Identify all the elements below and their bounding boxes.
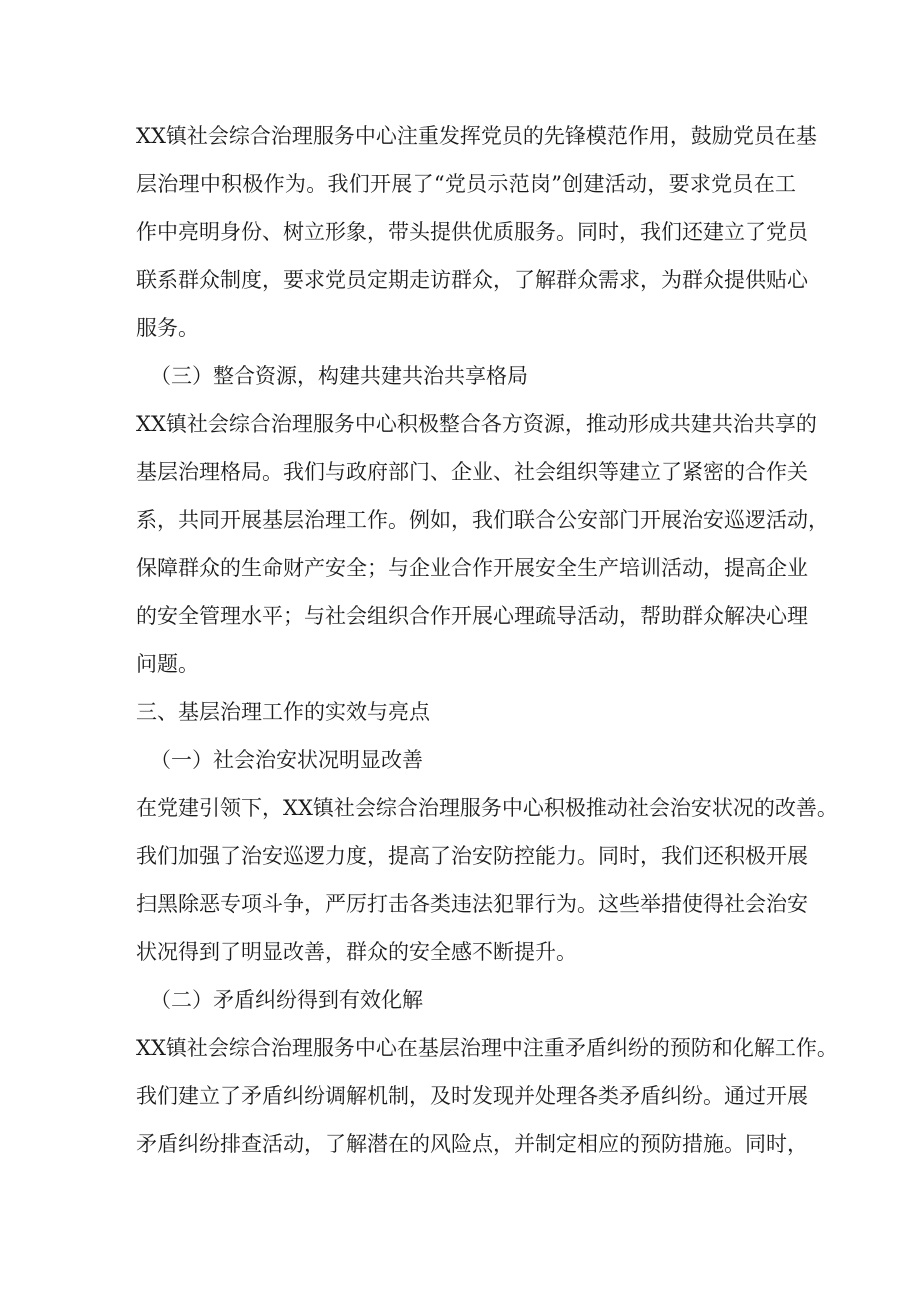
- text-line: 扫黑除恶专项斗争，严厉打击各类违法犯罪行为。这些举措使得社会治安: [136, 892, 808, 916]
- text-line: 我们建立了矛盾纠纷调解机制，及时发现并处理各类矛盾纠纷。通过开展: [136, 1084, 808, 1108]
- text-line: 层治理中积极作为。我们开展了“党员示范岗”创建活动，要求党员在工: [136, 172, 796, 196]
- text-line: 状况得到了明显改善，群众的安全感不断提升。: [136, 940, 577, 964]
- text-line: 作中亮明身份、树立形象，带头提供优质服务。同时，我们还建立了党员: [136, 220, 808, 244]
- text-line: 在党建引领下，XX镇社会综合治理服务中心积极推动社会治安状况的改善。: [136, 796, 838, 820]
- text-line: 我们加强了治安巡逻力度，提高了治安防控能力。同时，我们还积极开展: [136, 844, 808, 868]
- text-line: 联系群众制度，要求党员定期走访群众，了解群众需求，为群众提供贴心: [136, 268, 808, 292]
- subheading-public-security: （一）社会治安状况明显改善: [150, 748, 423, 772]
- subheading-dispute-resolution: （二）矛盾纠纷得到有效化解: [150, 988, 423, 1012]
- text-line: 保障群众的生命财产安全；与企业合作开展安全生产培训活动，提高企业: [136, 556, 808, 580]
- subheading-integrate-resources: （三）整合资源，构建共建共治共享格局: [150, 364, 528, 388]
- section-heading-results: 三、基层治理工作的实效与亮点: [136, 700, 430, 724]
- text-line: XX镇社会综合治理服务中心在基层治理中注重矛盾纠纷的预防和化解工作。: [136, 1036, 838, 1060]
- paragraph-dispute-resolution: [136, 1024, 838, 1168]
- paragraph-public-security: [136, 784, 838, 976]
- document-body: [136, 112, 838, 1168]
- text-line: 服务。: [136, 316, 199, 340]
- text-line: XX镇社会综合治理服务中心注重发挥党员的先锋模范作用，鼓励党员在基: [136, 124, 817, 148]
- text-line: 矛盾纠纷排查活动，了解潜在的风险点，并制定相应的预防措施。同时，: [136, 1132, 808, 1156]
- paragraph-party-member-role: [136, 112, 817, 352]
- text-line: 问题。: [136, 652, 199, 676]
- text-line: XX镇社会综合治理服务中心积极整合各方资源，推动形成共建共治共享的: [136, 412, 817, 436]
- text-line: 基层治理格局。我们与政府部门、企业、社会组织等建立了紧密的合作关: [136, 460, 808, 484]
- paragraph-integrate-resources: [136, 400, 829, 688]
- text-line: 的安全管理水平；与社会组织合作开展心理疏导活动，帮助群众解决心理: [136, 604, 808, 628]
- text-line: 系，共同开展基层治理工作。例如，我们联合公安部门开展治安巡逻活动，: [136, 508, 829, 532]
